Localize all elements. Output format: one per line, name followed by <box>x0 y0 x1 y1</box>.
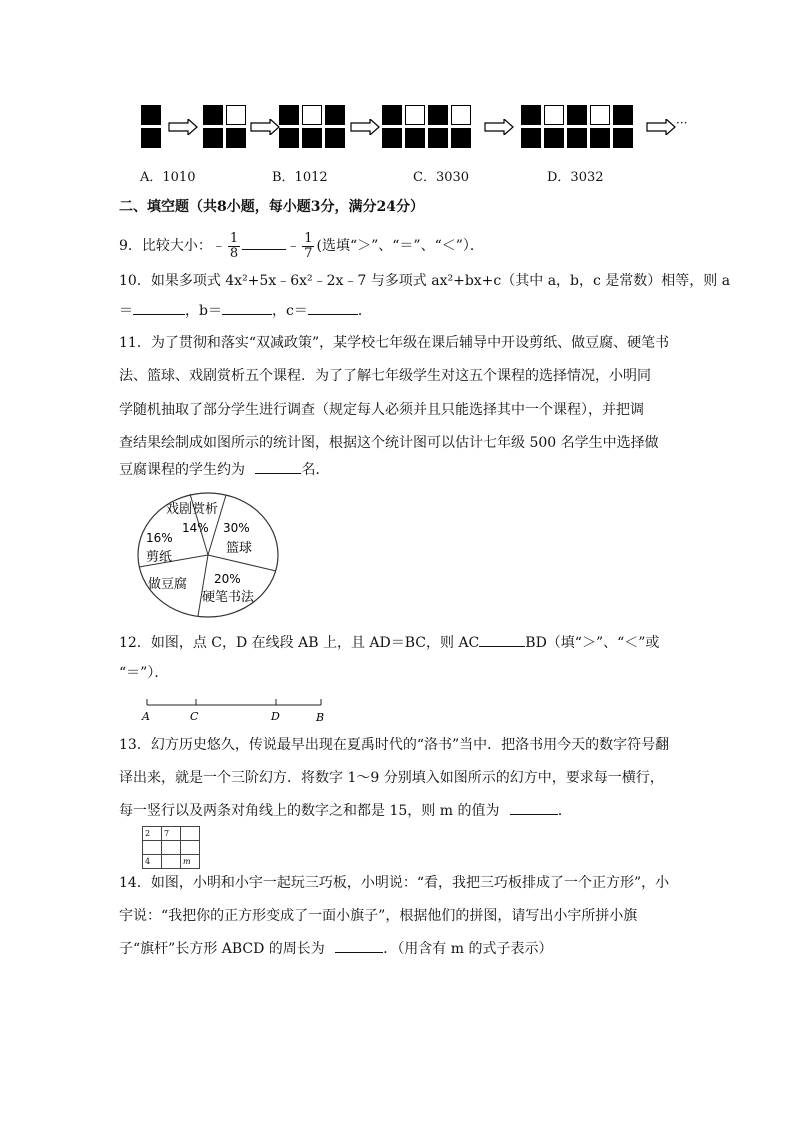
square-white <box>226 105 246 125</box>
question-10-line-1: 10．如果多项式 4x²+5x﹣6x²﹣2x﹣7 与多项式 ax²+bx+c（其中 a，b，c 是常数）相等，则 a <box>119 273 731 289</box>
answer-blank-a[interactable] <box>133 300 185 315</box>
magic-cell: 4 <box>143 855 162 869</box>
square-black <box>203 128 223 148</box>
question-12-line-2: “＝”）． <box>119 665 169 681</box>
pie-pct-brush: 20% <box>214 572 241 586</box>
square-black <box>226 128 246 148</box>
question-11-line-3: 学随机抽取了部分学生进行调查（规定每人必须并且只能选择其中一个课程），并把调 <box>119 402 644 418</box>
square-black <box>521 128 541 148</box>
square-black <box>203 105 223 125</box>
square-black <box>521 105 541 125</box>
square-black <box>451 128 471 148</box>
magic-cell <box>181 841 200 855</box>
square-black <box>590 128 610 148</box>
magic-square <box>142 826 200 869</box>
pattern-figure <box>0 0 794 160</box>
question-14-line-3: 子“旗杆”长方形 ABCD 的周长为 ．（用含有 m 的式子表示） <box>119 938 552 959</box>
question-13-line-2: 译出来，就是一个三阶幻方．将数字 1～9 分别填入如图所示的幻方中，要求每一横行， <box>119 770 664 786</box>
label-d: D <box>271 710 280 723</box>
square-black <box>279 128 299 148</box>
square-black <box>302 128 322 148</box>
square-white <box>451 105 471 125</box>
square-black <box>544 128 564 148</box>
option-c: C．3030 <box>413 170 470 185</box>
q9-suffix: (选填“＞”、“＝”、“＜”）． <box>316 238 484 254</box>
square-black <box>382 128 402 148</box>
square-black <box>279 105 299 125</box>
square-black <box>613 128 633 148</box>
square-white <box>544 105 564 125</box>
ellipsis: ··· <box>676 116 688 130</box>
question-11-line-5: 豆腐课程的学生约为 名． <box>119 459 329 480</box>
answer-blank[interactable] <box>255 459 301 474</box>
answer-blank[interactable] <box>479 632 525 647</box>
pie-label-paper: 剪纸 <box>146 550 173 565</box>
question-14-line-1: 14．如图，小明和小宇一起玩三巧板，小明说：“看，我把三巧板排成了一个正方形”，小 <box>119 875 670 891</box>
answer-blank[interactable] <box>335 938 383 953</box>
magic-cell <box>162 855 181 869</box>
pie-pct-drama: 14% <box>182 521 209 535</box>
q9-prefix: 9．比较大小：﹣ <box>119 238 226 254</box>
question-10-line-2: ＝ ，b＝ ，c＝ ． <box>119 300 372 321</box>
square-black <box>405 128 425 148</box>
magic-cell <box>143 841 162 855</box>
question-14-line-2: 宇说：“我把你的正方形变成了一面小旗子”，根据他们的拼图，请写出小宇所拼小旗 <box>119 908 638 924</box>
square-black <box>428 105 448 125</box>
pie-pct-paper: 16% <box>146 531 173 545</box>
square-black <box>567 128 587 148</box>
pie-chart <box>136 492 286 622</box>
section-title: 二、填空题（共8小题，每小题3分，满分24分） <box>119 199 424 215</box>
square-black <box>428 128 448 148</box>
question-9: 9．比较大小：﹣ $\frac{1}{8}$ ﹣ $\frac{1}{7}$ (选填“＞”、“＝”、“＜”）． <box>119 230 484 261</box>
segment-figure <box>140 696 330 724</box>
question-11-line-2: 法、篮球、戏剧赏析五个课程．为了了解七年级学生对这五个课程的选择情况，小明同 <box>119 368 651 384</box>
question-13-line-1: 13．幻方历史悠久，传说最早出现在夏禹时代的“洛书”当中．把洛书用今天的数字符号翻 <box>119 737 670 753</box>
square-white <box>302 105 322 125</box>
square-black <box>141 105 161 125</box>
magic-cell: 7 <box>162 827 181 841</box>
magic-cell: 2 <box>143 827 162 841</box>
option-d: D．3032 <box>547 170 604 185</box>
pie-label-drama: 戏剧赏析 <box>166 502 219 517</box>
square-black <box>325 105 345 125</box>
pie-label-brush: 硬笔书法 <box>202 590 255 605</box>
question-11-line-4: 查结果绘制成如图所示的统计图，根据这个统计图可以估计七年级 500 名学生中选择做 <box>119 435 659 451</box>
square-white <box>405 105 425 125</box>
arrow-right-icon <box>168 119 198 135</box>
square-black <box>325 128 345 148</box>
question-11-line-1: 11．为了贯彻和落实“双减政策”，某学校七年级在课后辅导中开设剪纸、做豆腐、硬笔书 <box>119 335 670 351</box>
square-black <box>567 105 587 125</box>
option-b: B．1012 <box>272 170 328 185</box>
pie-label-tofu: 做豆腐 <box>148 577 188 592</box>
answer-blank-c[interactable] <box>308 300 358 315</box>
arrow-right-icon <box>484 119 514 135</box>
answer-blank[interactable] <box>242 235 286 250</box>
question-13-line-3: 每一竖行以及两条对角线上的数字之和都是 15，则 m 的值为 ． <box>119 800 572 821</box>
fraction-1-7: $\frac{1}{7}$ <box>304 230 313 261</box>
arrow-right-icon <box>646 119 676 135</box>
fraction-1-8: $\frac{1}{8}$ <box>229 230 239 261</box>
square-white <box>590 105 610 125</box>
option-a: A．1010 <box>140 170 196 185</box>
magic-cell: m <box>181 855 200 869</box>
square-black <box>613 105 633 125</box>
square-black <box>141 128 161 148</box>
magic-cell <box>162 841 181 855</box>
arrow-right-icon <box>250 119 280 135</box>
question-12-line-1: 12．如图，点 C，D 在线段 AB 上，且 AD＝BC，则 AC BD（填“＞”、“＜”或 <box>119 632 659 653</box>
label-c: C <box>190 710 199 723</box>
pie-label-basket: 篮球 <box>226 541 253 556</box>
answer-blank-b[interactable] <box>222 300 272 315</box>
arrow-right-icon <box>350 119 380 135</box>
label-a: A <box>142 710 150 723</box>
magic-cell <box>181 827 200 841</box>
answer-blank[interactable] <box>510 800 558 815</box>
label-b: B <box>316 711 325 724</box>
square-black <box>382 105 402 125</box>
pie-pct-basket: 30% <box>223 521 250 535</box>
